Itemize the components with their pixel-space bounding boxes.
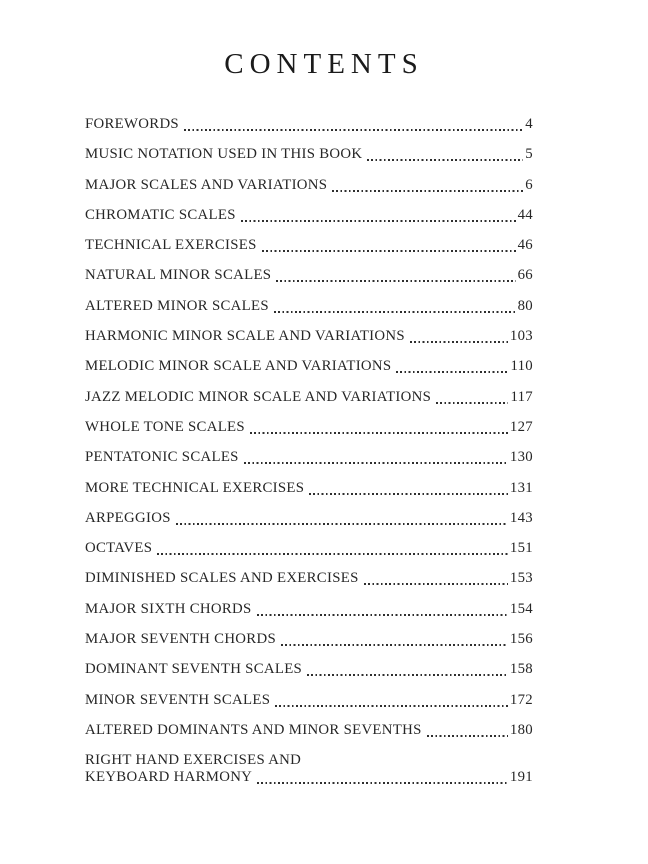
- leader-dots: [262, 250, 516, 252]
- toc-page-number: 80: [517, 297, 533, 314]
- toc-entry-row: [85, 570, 533, 587]
- toc-entry-row: [85, 146, 533, 163]
- leader-dots: [184, 129, 523, 131]
- leader-dots: [364, 583, 508, 585]
- leader-dots: [427, 735, 508, 737]
- toc-entry-row: [85, 328, 533, 345]
- toc-entry-label: MINOR SEVENTH SCALES: [85, 691, 271, 708]
- leader-dots: [274, 311, 516, 313]
- toc-entry-label: ALTERED MINOR SCALES: [85, 297, 269, 314]
- leader-dots: [410, 341, 508, 343]
- toc-page-number: 130: [509, 449, 533, 466]
- toc-entry-label: DIMINISHED SCALES AND EXERCISES: [85, 570, 359, 587]
- toc-entry-row: [85, 769, 533, 786]
- leader-dots: [281, 644, 508, 646]
- toc-entry-label: MORE TECHNICAL EXERCISES: [85, 479, 305, 496]
- toc-entry-row: [85, 540, 533, 557]
- toc-entry-label: DOMINANT SEVENTH SCALES: [85, 661, 303, 678]
- toc-page-number: 143: [509, 509, 533, 526]
- toc-entry-row: [85, 267, 533, 284]
- toc-page-number: 4: [525, 116, 533, 132]
- leader-dots: [241, 220, 516, 222]
- toc-entry-row: [85, 449, 533, 466]
- toc-entry: [85, 510, 533, 527]
- toc-page-number: 66: [517, 267, 533, 284]
- toc-entry: [85, 601, 533, 618]
- toc-entry: [85, 328, 533, 345]
- toc-entry-label: JAZZ MELODIC MINOR SCALE AND VARIATIONS: [85, 388, 432, 405]
- toc-entry-row: [85, 389, 533, 406]
- toc-entry-row: [85, 510, 533, 527]
- toc-entry-row: [85, 692, 533, 709]
- toc-entry-row: [85, 358, 533, 375]
- toc-entry-label: ALTERED DOMINANTS AND MINOR SEVENTHS: [85, 721, 422, 738]
- toc-entry-label: PENTATONIC SCALES: [85, 449, 239, 466]
- leader-dots: [257, 614, 508, 616]
- leader-dots: [176, 523, 508, 525]
- leader-dots: [257, 782, 508, 784]
- toc-page-number: 131: [509, 479, 533, 496]
- leader-dots: [250, 432, 508, 434]
- toc-entry-label: ARPEGGIOS: [85, 509, 171, 526]
- toc-page-number: 117: [510, 388, 533, 405]
- toc-page-number: 180: [509, 721, 533, 738]
- toc-entry-label: MELODIC MINOR SCALE AND VARIATIONS: [85, 358, 392, 375]
- toc-entry: [85, 631, 533, 648]
- toc-page-number: 46: [517, 237, 533, 254]
- toc-entry: [85, 207, 533, 224]
- toc-entry-row: [85, 116, 533, 133]
- toc-entry: [85, 661, 533, 678]
- toc-entry-label: WHOLE TONE SCALES: [85, 418, 245, 435]
- toc-entry: [85, 146, 533, 163]
- toc-entry-row: [85, 661, 533, 678]
- toc-entry-label: MAJOR SCALES AND VARIATIONS: [85, 176, 328, 193]
- toc-page-number: 127: [509, 418, 533, 435]
- toc-entry: [85, 389, 533, 406]
- toc-entry: [85, 419, 533, 436]
- toc-entry-label: MUSIC NOTATION USED IN THIS BOOK: [85, 146, 363, 163]
- toc-page-number: 151: [509, 540, 533, 557]
- toc-entry-label: KEYBOARD HARMONY: [85, 769, 253, 786]
- toc-entry: [85, 570, 533, 587]
- leader-dots: [244, 462, 508, 464]
- toc-entry-label: OCTAVES: [85, 540, 153, 557]
- toc-page-number: 158: [509, 661, 533, 678]
- toc-page-number: 153: [509, 570, 533, 587]
- toc-entry-label: CHROMATIC SCALES: [85, 206, 236, 223]
- toc-page-number: 6: [525, 176, 533, 193]
- leader-dots: [436, 402, 508, 404]
- toc-entry-row: [85, 237, 533, 254]
- toc-entry: [85, 237, 533, 254]
- toc-entry-label: MAJOR SIXTH CHORDS: [85, 600, 252, 617]
- toc-page-number: 103: [509, 328, 533, 345]
- toc-entry: [85, 540, 533, 557]
- leader-dots: [367, 159, 523, 161]
- toc-entry-row: [85, 298, 533, 315]
- toc-list: [85, 116, 533, 786]
- toc-page-number: 44: [517, 206, 533, 223]
- toc-entry: [85, 116, 533, 133]
- toc-entry-label-line1: RIGHT HAND EXERCISES AND: [85, 752, 302, 769]
- toc-entry-row: [85, 480, 533, 497]
- toc-entry-label: TECHNICAL EXERCISES: [85, 237, 257, 254]
- toc-entry: [85, 752, 533, 786]
- toc-entry-row: [85, 601, 533, 618]
- toc-entry-label: FOREWORDS: [85, 116, 179, 132]
- toc-page-number: 110: [510, 358, 533, 375]
- leader-dots: [396, 371, 508, 373]
- leader-dots: [276, 280, 515, 282]
- toc-entry: [85, 298, 533, 315]
- leader-dots: [307, 674, 508, 676]
- toc-entry: [85, 480, 533, 497]
- toc-entry-row: [85, 419, 533, 436]
- leader-dots: [309, 493, 508, 495]
- toc-entry: [85, 267, 533, 284]
- toc-entry-label: MAJOR SEVENTH CHORDS: [85, 631, 276, 648]
- toc-entry-row: [85, 207, 533, 224]
- toc-page-number: 191: [509, 769, 533, 786]
- toc-entry-label: NATURAL MINOR SCALES: [85, 267, 272, 284]
- leader-dots: [157, 553, 508, 555]
- toc-entry-row: [85, 631, 533, 648]
- toc-page-number: 5: [525, 146, 533, 163]
- leader-dots: [332, 190, 523, 192]
- toc-entry-row: [85, 177, 533, 194]
- toc-entry-row: [85, 722, 533, 739]
- leader-dots: [275, 705, 508, 707]
- toc-entry: [85, 358, 533, 375]
- toc-page-number: 172: [509, 691, 533, 708]
- toc-entry: [85, 449, 533, 466]
- toc-entry: [85, 722, 533, 739]
- toc-page-number: 156: [509, 631, 533, 648]
- page-title: CONTENTS: [224, 48, 424, 80]
- toc-entry-label: HARMONIC MINOR SCALE AND VARIATIONS: [85, 328, 405, 345]
- toc-entry: [85, 692, 533, 709]
- toc-page-number: 154: [509, 600, 533, 617]
- toc-entry: [85, 177, 533, 194]
